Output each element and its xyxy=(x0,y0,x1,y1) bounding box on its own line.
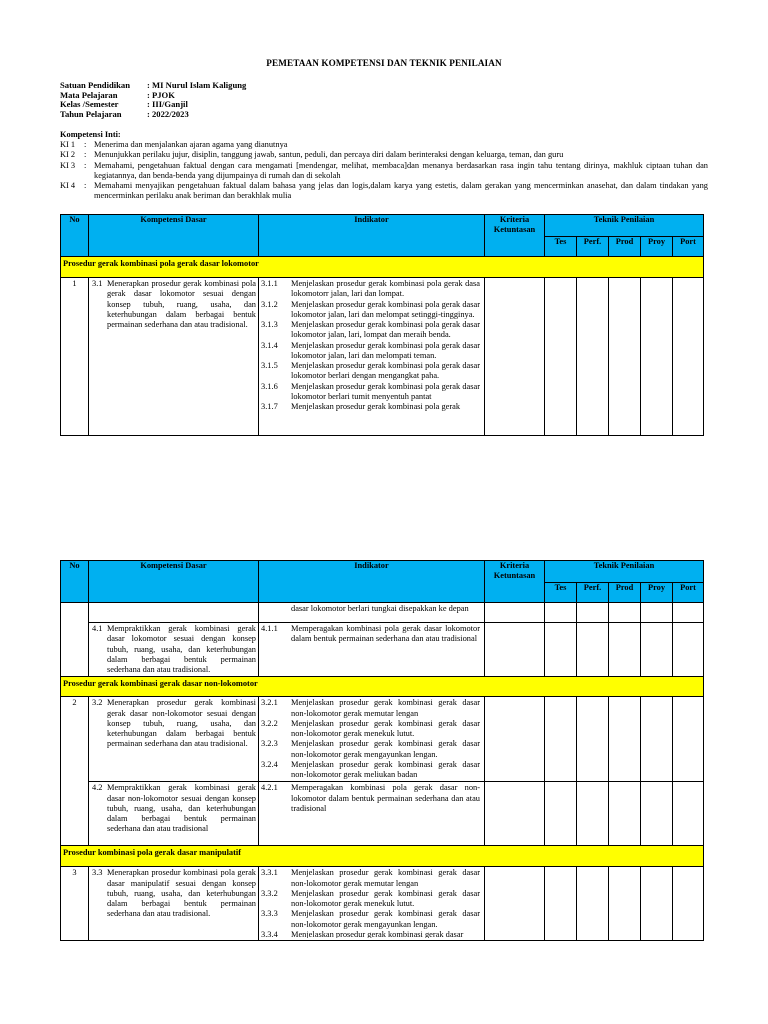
ki-code: KI 1 xyxy=(60,140,76,149)
document-title: PEMETAAN KOMPETENSI DAN TEKNIK PENILAIAN xyxy=(266,58,502,68)
kriteria-cell[interactable] xyxy=(485,623,545,677)
prod-cell[interactable] xyxy=(609,782,641,846)
table-row xyxy=(61,603,704,623)
section-non-lokomotor: Prosedur gerak kombinasi gerak dasar non-lokomotor xyxy=(61,677,704,697)
tes-cell[interactable] xyxy=(545,867,577,941)
ki-sep: : xyxy=(84,181,87,190)
table-row xyxy=(61,782,704,846)
indicator-code: 3.1.5 xyxy=(261,361,278,370)
perf-cell[interactable] xyxy=(577,697,609,782)
perf-cell[interactable] xyxy=(577,603,609,623)
indicator-text: Menjelaskan prosedur gerak kombinasi pola gerak dasar lokomotor jalan, lari dan melompat setinggi-tingginya. xyxy=(291,299,480,319)
indicator-item xyxy=(261,698,480,719)
kd-text: Mempraktikkan gerak kombinasi gerak dasar non-lokomotor sesuai dengan konsep tubuh, ruang, usaha, dan keterhubungan dalam berbagai bentuk permainan sederhana dan atau tradisional xyxy=(107,783,256,834)
prod-cell[interactable] xyxy=(609,623,641,677)
tes-cell[interactable] xyxy=(545,278,577,436)
indicator-code: 3.2.2 xyxy=(261,718,278,728)
indicator-text: dasar lokomotor berlari tungkai disepakkan ke depan xyxy=(291,604,469,613)
indicator-item xyxy=(261,719,480,740)
meta-row-mapel xyxy=(60,90,246,100)
kriteria-cell[interactable] xyxy=(485,697,545,782)
ki-sep: : xyxy=(84,150,87,160)
indicator-code: 3.2.3 xyxy=(261,739,278,749)
document-meta xyxy=(60,80,246,118)
table-row xyxy=(61,697,704,782)
indicator-item xyxy=(261,760,480,781)
indicator-item xyxy=(261,868,480,889)
indicator-code: 4.1.1 xyxy=(261,624,278,633)
row-number xyxy=(61,603,89,677)
indicator-code: 3.2.4 xyxy=(261,759,278,769)
ki-text: Menunjukkan perilaku jujur, disiplin, tanggung jawab, santun, peduli, dan percaya diri dalam berinteraksi dengan keluarga, teman, dan guru xyxy=(94,150,564,160)
header-perf: Perf. xyxy=(577,583,609,603)
indicator-item xyxy=(261,279,480,300)
ki-item xyxy=(60,181,708,202)
header-kd: Kompetensi Dasar xyxy=(89,215,259,257)
header-tes: Tes xyxy=(545,583,577,603)
row-number: 2 xyxy=(61,697,89,846)
header-proy: Proy xyxy=(641,237,673,257)
meta-label: Kelas /Semester xyxy=(60,99,119,110)
indicator-code: 3.1.3 xyxy=(261,320,278,329)
prod-cell[interactable] xyxy=(609,867,641,941)
meta-value: : 2022/2023 xyxy=(147,108,189,119)
indicator-code: 3.1.7 xyxy=(261,402,278,411)
prod-cell[interactable] xyxy=(609,278,641,436)
kd-cell xyxy=(89,603,259,623)
proy-cell[interactable] xyxy=(641,782,673,846)
ki-text: Memahami, pengetahuan faktual dengan cara mengamati [mendengar, melihat, membaca]dan menanya berdasarkan rasa ingin tahu tentang dirinya, makhluk ciptaan tuhan dan kegiatannya, dan benda-benda yang dijumpainya di rumah dan di sekolah xyxy=(94,160,708,180)
header-no: No xyxy=(61,561,89,603)
proy-cell[interactable] xyxy=(641,603,673,623)
kd-cell xyxy=(89,623,259,677)
header-perf: Perf. xyxy=(577,237,609,257)
indicator-text: Memperagakan kombinasi pola gerak dasar lokomotor dalam bentuk permainan sederhana dan atau tradisional xyxy=(291,624,480,644)
perf-cell[interactable] xyxy=(577,623,609,677)
indicator-item xyxy=(261,382,480,403)
port-cell[interactable] xyxy=(673,623,704,677)
kd-text: Menerapkan prosedur gerak kombinasi gerak dasar non-lokomotor sesuai dengan konsep tubuh, ruang, usaha, dan keterhubungan dalam berbagai bentuk permainan sederhana dan atau tradisional. xyxy=(107,698,256,749)
indicator-text: Menjelaskan prosedur gerak kombinasi pola gerak dasar lokomotor jalan, lari dan melompati teman. xyxy=(291,340,480,360)
indicator-text: Menjelaskan prosedur gerak kombinasi pola gerak dasar lokomotor berlari dengan mengangkat paha. xyxy=(291,361,480,381)
port-cell[interactable] xyxy=(673,278,704,436)
indikator-cell xyxy=(259,623,485,677)
header-port: Port xyxy=(673,237,704,257)
port-cell[interactable] xyxy=(673,867,704,941)
kriteria-cell[interactable] xyxy=(485,278,545,436)
ki-text: Memahami menyajikan pengetahuan faktual dalam bahasa yang jelas dan logis,dalam karya yang estetis, dalam gerakan yang mencerminkan anasehat, dan dalam tindakan yang mencerminkan perilaku anak beriman dan berakhlak mulia xyxy=(94,181,708,201)
kriteria-cell[interactable] xyxy=(485,867,545,941)
header-teknik: Teknik Penilaian xyxy=(545,215,704,237)
meta-label: Tahun Pelajaran xyxy=(60,108,122,119)
header-prod: Prod xyxy=(609,583,641,603)
indicator-text: Menjelaskan prosedur gerak kombinasi gerak dasar non-lokomotor gerak memutar lengan xyxy=(291,868,480,888)
kd-cell xyxy=(89,697,259,782)
header-proy: Proy xyxy=(641,583,673,603)
table-row xyxy=(61,278,704,436)
meta-row-kelas xyxy=(60,99,246,109)
header-no: No xyxy=(61,215,89,257)
proy-cell[interactable] xyxy=(641,623,673,677)
indicator-code: 3.3.3 xyxy=(261,909,278,919)
ki-item xyxy=(60,140,708,150)
kd-code: 4.1 xyxy=(92,624,103,633)
tes-cell[interactable] xyxy=(545,697,577,782)
header-indikator: Indikator xyxy=(259,215,485,257)
prod-cell[interactable] xyxy=(609,603,641,623)
indicator-code: 3.2.1 xyxy=(261,698,278,708)
indicator-item xyxy=(261,320,480,341)
meta-row-tahun xyxy=(60,109,246,119)
indikator-cell xyxy=(259,603,485,623)
indicator-text: Menjelaskan prosedur gerak kombinasi pola gerak dasar lokomotor berlari tumit menyentuh pantat xyxy=(291,381,480,401)
indikator-cell xyxy=(259,278,485,436)
ki-heading: Kompetensi Inti: xyxy=(60,130,121,139)
indikator-cell xyxy=(259,782,485,846)
section-lokomotor: Prosedur gerak kombinasi pola gerak dasar lokomotor xyxy=(61,257,704,278)
ki-sep: : xyxy=(84,160,87,170)
kriteria-cell[interactable] xyxy=(485,782,545,846)
ki-sep: : xyxy=(84,140,87,149)
indicator-item xyxy=(261,930,480,939)
indicator-text: Menjelaskan prosedur gerak kombinasi gerak dasar non-lokomotor gerak mengayunkan lengan. xyxy=(291,909,480,929)
indicator-item xyxy=(261,361,480,382)
row-number: 1 xyxy=(61,278,89,436)
indicator-text: Menjelaskan prosedur gerak kombinasi gerak dasar xyxy=(291,929,464,939)
indicator-text: Menjelaskan prosedur gerak kombinasi pola gerak xyxy=(291,402,461,411)
kd-code: 3.1 xyxy=(92,279,103,288)
kd-cell xyxy=(89,782,259,846)
meta-row-satuan xyxy=(60,80,246,90)
indicator-text: Menjelaskan prosedur gerak kombinasi gerak dasar non-lokomotor gerak meliukan badan xyxy=(291,759,480,779)
indicator-code: 3.1.1 xyxy=(261,279,278,288)
meta-value: : III/Ganjil xyxy=(147,99,188,110)
indikator-cell xyxy=(259,697,485,782)
kompetensi-inti xyxy=(60,130,708,202)
header-tes: Tes xyxy=(545,237,577,257)
header-indikator: Indikator xyxy=(259,561,485,603)
indicator-item xyxy=(261,402,480,412)
kd-cell xyxy=(89,867,259,941)
indicator-code: 3.3.4 xyxy=(261,929,278,939)
indicator-text: Menjelaskan prosedur gerak kombinasi gerak dasar non-lokomotor gerak mengayunkan lengan. xyxy=(291,739,480,759)
tes-cell[interactable] xyxy=(545,782,577,846)
indicator-text: Memperagakan kombinasi pola gerak dasar non-lokomotor dalam bentuk permainan sederhana dan atau tradisional xyxy=(291,783,480,813)
ki-text: Menerima dan menjalankan ajaran agama yang dianutnya xyxy=(94,140,288,149)
kd-code: 4.2 xyxy=(92,783,103,793)
kriteria-cell[interactable] xyxy=(485,603,545,623)
perf-cell[interactable] xyxy=(577,278,609,436)
kd-text: Menerapkan prosedur kombinasi pola gerak dasar manipulatif sesuai dengan konsep tubuh, ruang, usaha, dan keterhubungan dalam berbagai bentuk permainan sederhana dan atau tradisional. xyxy=(107,868,256,919)
header-kd: Kompetensi Dasar xyxy=(89,561,259,603)
proy-cell[interactable] xyxy=(641,867,673,941)
proy-cell[interactable] xyxy=(641,278,673,436)
proy-cell[interactable] xyxy=(641,697,673,782)
ki-code: KI 4 xyxy=(60,181,76,190)
row-number: 3 xyxy=(61,867,89,941)
tes-cell[interactable] xyxy=(545,603,577,623)
indicator-code: 4.2.1 xyxy=(261,783,278,793)
tes-cell[interactable] xyxy=(545,623,577,677)
indikator-cell xyxy=(259,867,485,941)
indicator-item xyxy=(261,300,480,321)
indicator-item xyxy=(261,889,480,910)
meta-label: Mata Pelajaran xyxy=(60,89,118,100)
indicator-text: Menjelaskan prosedur gerak kombinasi gerak dasar non-lokomotor gerak memutar lengan xyxy=(291,698,480,718)
kd-text: Menerapkan prosedur gerak kombinasi pola gerak dasar lokomotor sesuai dengan konsep tubuh, ruang, usaha, dan keterhubungan dalam berbagai bentuk permainan sederhana dan atau tradisional. xyxy=(107,279,256,329)
indicator-text: Menjelaskan prosedur gerak kombinasi pola gerak dasa lokomotorr jalan, lari dan lompat. xyxy=(291,279,480,299)
indicator-code: 3.1.2 xyxy=(261,299,278,309)
header-teknik: Teknik Penilaian xyxy=(545,561,704,583)
header-kriteria: Kriteria Ketuntasan xyxy=(485,561,545,603)
port-cell[interactable] xyxy=(673,603,704,623)
ki-item xyxy=(60,150,708,160)
indicator-code: 3.1.6 xyxy=(261,381,278,391)
perf-cell[interactable] xyxy=(577,867,609,941)
ki-code: KI 2 xyxy=(60,150,76,160)
meta-value: : PJOK xyxy=(147,89,175,100)
indicator-item xyxy=(261,739,480,760)
port-cell[interactable] xyxy=(673,697,704,782)
indicator-text: Menjelaskan prosedur gerak kombinasi gerak dasar non-lokomotor gerak menekuk lutut. xyxy=(291,718,480,738)
header-kriteria: Kriteria Ketuntasan xyxy=(485,215,545,257)
indicator-text: Menjelaskan prosedur gerak kombinasi gerak dasar non-lokomotor gerak menekuk lutut. xyxy=(291,888,480,908)
indicator-code: 3.3.2 xyxy=(261,888,278,898)
indicator-code xyxy=(261,604,291,614)
table-row xyxy=(61,867,704,941)
indicator-item xyxy=(261,341,480,362)
kd-cell xyxy=(89,278,259,436)
prod-cell[interactable] xyxy=(609,697,641,782)
header-prod: Prod xyxy=(609,237,641,257)
meta-label: Satuan Pendidikan xyxy=(60,80,130,90)
header-port: Port xyxy=(673,583,704,603)
meta-value: : MI Nurul Islam Kaligung xyxy=(147,80,247,90)
mapping-table-2 xyxy=(60,560,704,941)
port-cell[interactable] xyxy=(673,782,704,846)
indicator-item xyxy=(261,909,480,930)
kd-code: 3.3 xyxy=(92,868,103,878)
perf-cell[interactable] xyxy=(577,782,609,846)
kd-code: 3.2 xyxy=(92,698,103,708)
mapping-table-1 xyxy=(60,214,704,436)
indicator-code: 3.3.1 xyxy=(261,868,278,878)
kd-text: Mempraktikkan gerak kombinasi gerak dasar lokomotor sesuai dengan konsep tubuh, ruang, usaha, dan keterhubungan dalam berbagai bentuk permainan sederhana dan atau tradisional. xyxy=(107,624,256,674)
indicator-text: Menjelaskan prosedur gerak kombinasi pola gerak dasar lokomotor jalan, lari, lompat dan meraih benda. xyxy=(291,320,480,340)
ki-code: KI 3 xyxy=(60,160,76,170)
indicator-code: 3.1.4 xyxy=(261,340,278,350)
section-manipulatif: Prosedur kombinasi pola gerak dasar manipulatif xyxy=(61,846,704,867)
ki-item xyxy=(60,161,708,182)
table-row xyxy=(61,623,704,677)
